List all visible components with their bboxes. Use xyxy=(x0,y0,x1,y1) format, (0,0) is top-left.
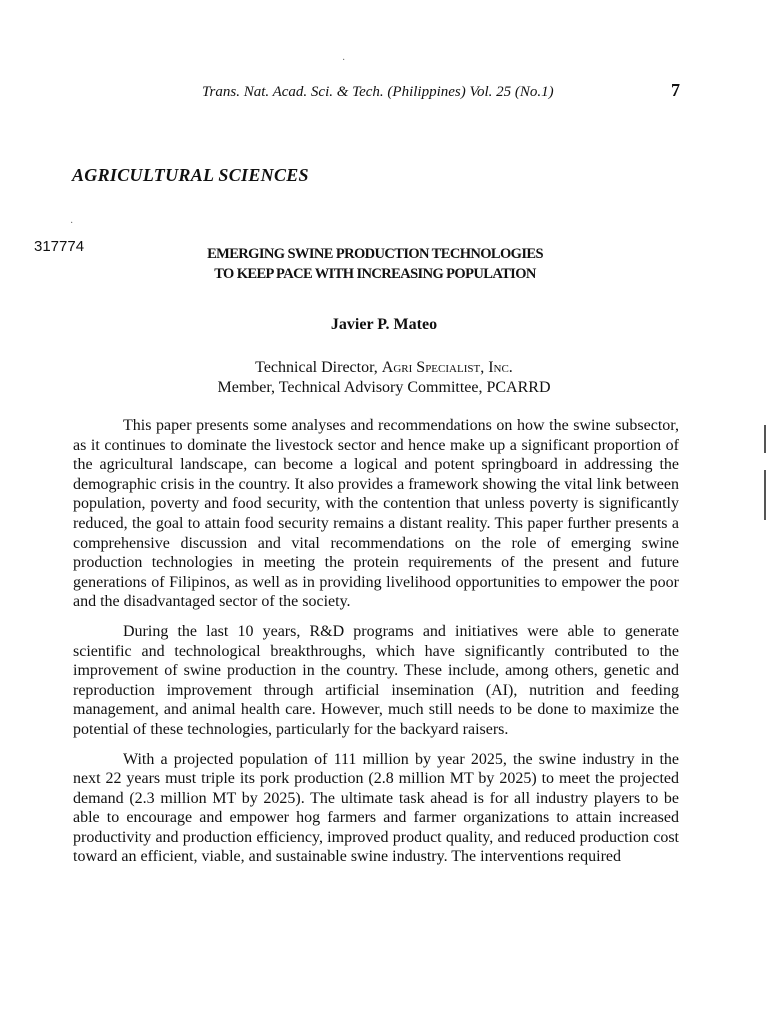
abstract-body xyxy=(73,416,679,877)
affiliation-role: Technical Director, xyxy=(255,359,382,376)
accession-number: 317774 xyxy=(34,238,85,255)
running-header xyxy=(150,80,680,101)
affiliation-organization: Agri Specialist, Inc. xyxy=(381,359,513,376)
article-title xyxy=(140,244,610,284)
journal-citation: Trans. Nat. Acad. Sci. & Tech. (Philippines) Vol. 25 (No.1) xyxy=(202,84,554,100)
title-line-1: EMERGING SWINE PRODUCTION TECHNOLOGIES xyxy=(207,246,543,262)
paragraph: This paper presents some analyses and recommendations on how the swine subsector, as it continues to dominate the livestock sector and hence make up a significant proportion of the agricultural landscape, can become a logical and potent springboard in addressing the demographic crisis in the country. It also provides a framework showing the vital link between population, poverty and food security, with the contention that unless poverty is significantly reduced, the goal to attain food security remains a distant reality. This paper further presents a comprehensive discussion and vital recommendations on the role of emerging swine production technologies in meeting the protein requirements of the present and future generations of Filipinos, as well as in providing livelihood opportunities to empower the poor and the disadvantaged sector of the society. xyxy=(73,417,679,611)
affiliation-line-2: Member, Technical Advisory Committee, PCARRD xyxy=(217,379,551,396)
scan-margin-mark xyxy=(764,470,766,520)
paragraph: During the last 10 years, R&D programs and initiatives were able to generate scientific and technological breakthroughs, which have significantly contributed to the improvement of swine production in the country. These include, among others, genetic and reproduction improvement through artificial insemination (AI), nutrition and feeding management, and animal health care. However, much still needs to be done to maximize the potential of these technologies, particularly for the backyard raisers. xyxy=(73,622,679,738)
title-line-2: TO KEEP PACE WITH INCREASING POPULATION xyxy=(214,266,536,282)
scan-speck: · xyxy=(342,55,346,66)
page-number: 7 xyxy=(671,80,680,100)
scan-speck: · xyxy=(70,218,74,229)
scan-margin-mark xyxy=(764,425,766,453)
section-heading: AGRICULTURAL SCIENCES xyxy=(72,165,309,185)
affiliation-line-1 xyxy=(0,358,768,378)
paragraph: With a projected population of 111 million by year 2025, the swine industry in the next 22 years must triple its pork production (2.8 million MT by 2025) to meet the projected demand (2.3 million MT by 2025). The ultimate task ahead is for all industry players to be able to encourage and empower hog farmers and farmer organizations to attain increased productivity and production efficiency, improved product quality, and reduced production cost toward an efficient, viable, and sustainable swine industry. The interventions required xyxy=(73,750,679,866)
author-affiliation xyxy=(0,358,768,398)
author-name: Javier P. Mateo xyxy=(330,316,438,333)
